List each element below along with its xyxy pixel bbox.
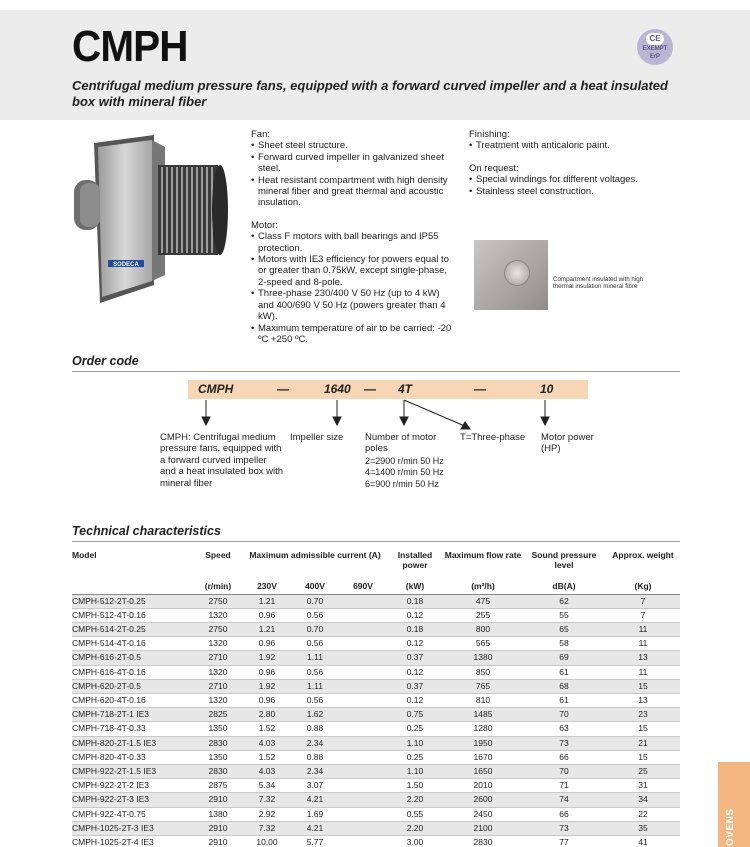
table-cell: 7 bbox=[606, 594, 680, 608]
code-separator: — bbox=[364, 382, 376, 396]
list-item: • Forward curved impeller in galvanized sheet steel. bbox=[251, 152, 456, 175]
table-cell: 0.18 bbox=[386, 622, 444, 636]
table-cell: 1320 bbox=[192, 637, 244, 651]
table-cell: 2710 bbox=[192, 651, 244, 665]
table-row bbox=[72, 750, 680, 764]
code-part-power: 10 bbox=[540, 382, 554, 396]
insulation-caption: Compartment insulated with high thermal insulation mineral fibre bbox=[553, 276, 644, 290]
list-item: • Maximum temperature of air to be carried: -20 ºC +250 ºC. bbox=[251, 323, 456, 346]
table-row bbox=[72, 807, 680, 821]
table-cell: 0.56 bbox=[290, 637, 340, 651]
unit-model bbox=[72, 577, 192, 594]
list-item: • Special windings for different voltages. bbox=[469, 174, 669, 185]
table-cell bbox=[340, 693, 386, 707]
code-desc-poles bbox=[365, 432, 460, 490]
table-cell: 1280 bbox=[444, 722, 522, 736]
table-cell: 2910 bbox=[192, 793, 244, 807]
table-cell: 34 bbox=[606, 793, 680, 807]
model-cell: CMPH-512-2T-0.25 bbox=[72, 594, 192, 608]
table-cell: 0.96 bbox=[244, 693, 290, 707]
model-cell: CMPH-820-4T-0.33 bbox=[72, 750, 192, 764]
table-cell bbox=[340, 637, 386, 651]
table-cell: 0.88 bbox=[290, 722, 340, 736]
list-item: • Treatment with anticaloric paint. bbox=[469, 140, 669, 151]
table-cell: 475 bbox=[444, 594, 522, 608]
table-cell: 2.34 bbox=[290, 736, 340, 750]
table-cell: 65 bbox=[522, 622, 606, 636]
model-cell: CMPH-1025-2T-3 IE3 bbox=[72, 821, 192, 835]
page-title: CMPH bbox=[72, 22, 188, 71]
tech-heading: Technical characteristics bbox=[72, 524, 221, 538]
table-cell: 61 bbox=[522, 693, 606, 707]
table-cell: 10.00 bbox=[244, 835, 290, 847]
col-header-sound: Sound pressure level bbox=[531, 550, 597, 570]
table-cell bbox=[340, 764, 386, 778]
table-cell: 73 bbox=[522, 736, 606, 750]
list-item: • Motors with IE3 efficiency for powers equal to or greater than 0.75kW, except single-phase, 2-speed and 8-pole. bbox=[251, 254, 456, 288]
unit-690v: 690V bbox=[340, 577, 386, 594]
model-cell: CMPH-512-4T-0.16 bbox=[72, 608, 192, 622]
table-cell: 1950 bbox=[444, 736, 522, 750]
model-cell: CMPH-620-2T-0.5 bbox=[72, 679, 192, 693]
model-cell: CMPH-514-4T-0.16 bbox=[72, 637, 192, 651]
table-cell bbox=[340, 622, 386, 636]
badge-line2: ErP bbox=[649, 54, 660, 60]
table-cell: 58 bbox=[522, 637, 606, 651]
table-cell: 255 bbox=[444, 608, 522, 622]
poles-option: 2=2900 r/min 50 Hz bbox=[365, 455, 444, 466]
table-cell bbox=[340, 807, 386, 821]
finishing-heading: Finishing: bbox=[469, 129, 510, 140]
unit-400v: 400V bbox=[290, 577, 340, 594]
table-cell: 1350 bbox=[192, 722, 244, 736]
table-cell: 13 bbox=[606, 693, 680, 707]
table-cell: 66 bbox=[522, 807, 606, 821]
table-cell: 2825 bbox=[192, 708, 244, 722]
table-cell: 5.77 bbox=[290, 835, 340, 847]
table-cell: 13 bbox=[606, 651, 680, 665]
ce-mark: CE bbox=[646, 33, 664, 45]
code-separator: — bbox=[474, 382, 486, 396]
table-cell: 2100 bbox=[444, 821, 522, 835]
table-cell: 0.70 bbox=[290, 594, 340, 608]
table-cell: 3.00 bbox=[386, 835, 444, 847]
table-cell: 31 bbox=[606, 779, 680, 793]
code-part-poles: 4T bbox=[398, 382, 413, 396]
table-cell: 765 bbox=[444, 679, 522, 693]
table-cell: 565 bbox=[444, 637, 522, 651]
unit-power: (kW) bbox=[386, 577, 444, 594]
model-cell: CMPH-616-4T-0.16 bbox=[72, 665, 192, 679]
table-cell bbox=[340, 750, 386, 764]
tech-table-body bbox=[72, 594, 680, 847]
table-cell: 25 bbox=[606, 764, 680, 778]
table-cell bbox=[340, 821, 386, 835]
table-cell bbox=[340, 835, 386, 847]
table-cell bbox=[340, 722, 386, 736]
side-tab-label: OVENS bbox=[725, 808, 736, 846]
table-row bbox=[72, 722, 680, 736]
table-cell: 0.96 bbox=[244, 608, 290, 622]
table-cell: 1.10 bbox=[386, 736, 444, 750]
unit-speed: (r/min) bbox=[192, 577, 244, 594]
table-cell: 2710 bbox=[192, 679, 244, 693]
table-cell: 2.20 bbox=[386, 821, 444, 835]
on-request-heading: On request: bbox=[469, 162, 519, 174]
list-item: • Heat resistant compartment with high density mineral fiber and great thermal and acoustic insulation. bbox=[251, 175, 456, 209]
page-subtitle: Centrifugal medium pressure fans, equipped with a forward curved impeller and a heat insulated box with mineral fiber bbox=[72, 78, 668, 109]
unit-weight: (Kg) bbox=[606, 577, 680, 594]
table-cell: 2910 bbox=[192, 835, 244, 847]
model-cell: CMPH-718-4T-0.33 bbox=[72, 722, 192, 736]
table-cell: 0.12 bbox=[386, 693, 444, 707]
table-cell bbox=[340, 608, 386, 622]
table-cell: 1670 bbox=[444, 750, 522, 764]
model-cell: CMPH-922-2T-2 IE3 bbox=[72, 779, 192, 793]
table-row bbox=[72, 764, 680, 778]
table-cell: 63 bbox=[522, 722, 606, 736]
model-cell: CMPH-922-4T-0.75 bbox=[72, 807, 192, 821]
table-cell: 1.21 bbox=[244, 594, 290, 608]
table-row bbox=[72, 708, 680, 722]
table-cell: 55 bbox=[522, 608, 606, 622]
code-part-series: CMPH bbox=[198, 382, 234, 396]
section-side-tab bbox=[718, 762, 750, 847]
code-desc-model: CMPH: Centrifugal medium pressure fans, equipped with a forward curved impeller and a heat insulated box with mineral fiber bbox=[160, 432, 284, 489]
col-header-current: Maximum admissible current (A) bbox=[249, 550, 381, 560]
tech-divider bbox=[72, 541, 680, 542]
table-cell: 0.55 bbox=[386, 807, 444, 821]
table-cell: 2830 bbox=[192, 736, 244, 750]
table-row bbox=[72, 821, 680, 835]
table-cell bbox=[340, 708, 386, 722]
table-cell: 0.37 bbox=[386, 651, 444, 665]
table-row bbox=[72, 693, 680, 707]
table-cell: 1320 bbox=[192, 608, 244, 622]
table-cell bbox=[340, 736, 386, 750]
col-header-speed: Speed bbox=[205, 550, 231, 560]
table-cell: 35 bbox=[606, 821, 680, 835]
table-cell: 23 bbox=[606, 708, 680, 722]
table-cell: 1.11 bbox=[290, 679, 340, 693]
table-cell: 2830 bbox=[444, 835, 522, 847]
model-cell: CMPH-820-2T-1.5 IE3 bbox=[72, 736, 192, 750]
code-desc-impeller: Impeller size bbox=[290, 432, 344, 443]
model-cell: CMPH-718-2T-1 IE3 bbox=[72, 708, 192, 722]
model-cell: CMPH-922-2T-3 IE3 bbox=[72, 793, 192, 807]
table-cell: 11 bbox=[606, 665, 680, 679]
code-part-impeller: 1640 bbox=[324, 382, 351, 396]
order-code-heading: Order code bbox=[72, 354, 139, 368]
table-cell: 0.25 bbox=[386, 722, 444, 736]
table-cell bbox=[340, 679, 386, 693]
table-cell: 2600 bbox=[444, 793, 522, 807]
table-cell: 15 bbox=[606, 722, 680, 736]
table-cell: 4.03 bbox=[244, 764, 290, 778]
table-cell: 71 bbox=[522, 779, 606, 793]
table-cell: 0.12 bbox=[386, 608, 444, 622]
list-item: • Class F motors with ball bearings and IP55 protection. bbox=[251, 231, 456, 254]
table-cell: 2.34 bbox=[290, 764, 340, 778]
table-row bbox=[72, 736, 680, 750]
table-cell: 66 bbox=[522, 750, 606, 764]
table-row bbox=[72, 651, 680, 665]
table-cell bbox=[340, 793, 386, 807]
table-cell: 1.10 bbox=[386, 764, 444, 778]
table-cell: 0.12 bbox=[386, 637, 444, 651]
table-cell: 1.69 bbox=[290, 807, 340, 821]
table-cell: 61 bbox=[522, 665, 606, 679]
col-header-model: Model bbox=[72, 550, 97, 560]
poles-option: 4=1400 r/min 50 Hz bbox=[365, 467, 444, 478]
code-desc-phase: T=Three-phase bbox=[460, 432, 526, 443]
table-cell: 77 bbox=[522, 835, 606, 847]
badge-line1: EXEMPT bbox=[642, 46, 668, 52]
table-cell: 70 bbox=[522, 764, 606, 778]
table-cell: 2.80 bbox=[244, 708, 290, 722]
table-cell: 7.32 bbox=[244, 821, 290, 835]
table-cell: 0.96 bbox=[244, 637, 290, 651]
table-cell: 800 bbox=[444, 622, 522, 636]
model-cell: CMPH-922-2T-1.5 IE3 bbox=[72, 764, 192, 778]
table-cell bbox=[340, 594, 386, 608]
list-item: • Stainless steel construction. bbox=[469, 186, 669, 197]
table-cell: 1.92 bbox=[244, 679, 290, 693]
table-cell: 1650 bbox=[444, 764, 522, 778]
table-cell: 11 bbox=[606, 637, 680, 651]
table-cell: 0.70 bbox=[290, 622, 340, 636]
table-cell: 1320 bbox=[192, 665, 244, 679]
table-cell: 7 bbox=[606, 608, 680, 622]
motor-heading: Motor: bbox=[251, 219, 278, 231]
col-header-power: Installed power bbox=[397, 550, 433, 570]
table-cell bbox=[340, 665, 386, 679]
table-row bbox=[72, 679, 680, 693]
table-cell: 73 bbox=[522, 821, 606, 835]
table-cell: 1.92 bbox=[244, 651, 290, 665]
table-cell: 1.62 bbox=[290, 708, 340, 722]
table-cell: 0.75 bbox=[386, 708, 444, 722]
table-row bbox=[72, 594, 680, 608]
table-cell: 7.32 bbox=[244, 793, 290, 807]
table-cell: 2.20 bbox=[386, 793, 444, 807]
table-row bbox=[72, 779, 680, 793]
table-cell: 5.34 bbox=[244, 779, 290, 793]
table-cell: 41 bbox=[606, 835, 680, 847]
table-cell: 1380 bbox=[444, 651, 522, 665]
table-cell: 11 bbox=[606, 622, 680, 636]
model-cell: CMPH-616-2T-0.5 bbox=[72, 651, 192, 665]
table-cell: 2750 bbox=[192, 622, 244, 636]
table-cell: 0.56 bbox=[290, 693, 340, 707]
fan-brand-label: SODECA bbox=[113, 262, 139, 268]
table-cell: 4.21 bbox=[290, 821, 340, 835]
table-cell: 0.56 bbox=[290, 665, 340, 679]
unit-230v: 230V bbox=[244, 577, 290, 594]
table-row bbox=[72, 622, 680, 636]
table-cell: 0.12 bbox=[386, 665, 444, 679]
unit-sound: dB(A) bbox=[522, 577, 606, 594]
table-cell bbox=[340, 779, 386, 793]
table-cell bbox=[340, 651, 386, 665]
table-cell: 2750 bbox=[192, 594, 244, 608]
table-cell: 810 bbox=[444, 693, 522, 707]
table-cell: 1.50 bbox=[386, 779, 444, 793]
table-cell: 2450 bbox=[444, 807, 522, 821]
tech-table bbox=[72, 547, 680, 847]
table-cell: 4.03 bbox=[244, 736, 290, 750]
table-cell: 1380 bbox=[192, 807, 244, 821]
table-cell: 1.21 bbox=[244, 622, 290, 636]
table-cell: 850 bbox=[444, 665, 522, 679]
table-cell: 21 bbox=[606, 736, 680, 750]
table-cell: 0.56 bbox=[290, 608, 340, 622]
col-header-flow: Maximum flow rate bbox=[444, 550, 522, 560]
table-cell: 69 bbox=[522, 651, 606, 665]
table-cell: 1.52 bbox=[244, 750, 290, 764]
table-cell: 70 bbox=[522, 708, 606, 722]
poles-title: Number of motor poles bbox=[365, 432, 437, 455]
table-cell: 1.52 bbox=[244, 722, 290, 736]
table-cell: 0.18 bbox=[386, 594, 444, 608]
table-cell: 22 bbox=[606, 807, 680, 821]
table-cell: 68 bbox=[522, 679, 606, 693]
table-cell: 1485 bbox=[444, 708, 522, 722]
code-desc-power: Motor power (HP) bbox=[541, 432, 594, 455]
table-cell: 2875 bbox=[192, 779, 244, 793]
col-header-weight: Approx. weight bbox=[612, 550, 674, 560]
table-row bbox=[72, 665, 680, 679]
table-cell: 3.07 bbox=[290, 779, 340, 793]
table-cell: 0.37 bbox=[386, 679, 444, 693]
list-item: • Sheet steel structure. bbox=[251, 140, 456, 151]
unit-flow: (m³/h) bbox=[444, 577, 522, 594]
model-cell: CMPH-620-4T-0.16 bbox=[72, 693, 192, 707]
table-cell: 0.96 bbox=[244, 665, 290, 679]
table-cell: 62 bbox=[522, 594, 606, 608]
table-cell: 2010 bbox=[444, 779, 522, 793]
table-cell: 15 bbox=[606, 679, 680, 693]
list-item: • Three-phase 230/400 V 50 Hz (up to 4 kW) and 400/690 V 50 Hz (powers greater than 4 kW). bbox=[251, 288, 456, 322]
table-row bbox=[72, 608, 680, 622]
table-cell: 1320 bbox=[192, 693, 244, 707]
table-cell: 0.88 bbox=[290, 750, 340, 764]
table-row bbox=[72, 793, 680, 807]
table-row bbox=[72, 637, 680, 651]
model-cell: CMPH-514-2T-0.25 bbox=[72, 622, 192, 636]
fan-heading: Fan: bbox=[251, 129, 271, 140]
model-cell: CMPH-1025-2T-4 IE3 bbox=[72, 835, 192, 847]
table-cell: 1.11 bbox=[290, 651, 340, 665]
table-cell: 4.21 bbox=[290, 793, 340, 807]
table-row bbox=[72, 835, 680, 847]
table-cell: 2910 bbox=[192, 821, 244, 835]
code-separator: — bbox=[277, 382, 289, 396]
table-cell: 0.25 bbox=[386, 750, 444, 764]
table-cell: 2830 bbox=[192, 764, 244, 778]
table-cell: 1350 bbox=[192, 750, 244, 764]
poles-option: 6=900 r/min 50 Hz bbox=[365, 478, 439, 489]
table-cell: 15 bbox=[606, 750, 680, 764]
table-cell: 74 bbox=[522, 793, 606, 807]
table-cell: 2.92 bbox=[244, 807, 290, 821]
